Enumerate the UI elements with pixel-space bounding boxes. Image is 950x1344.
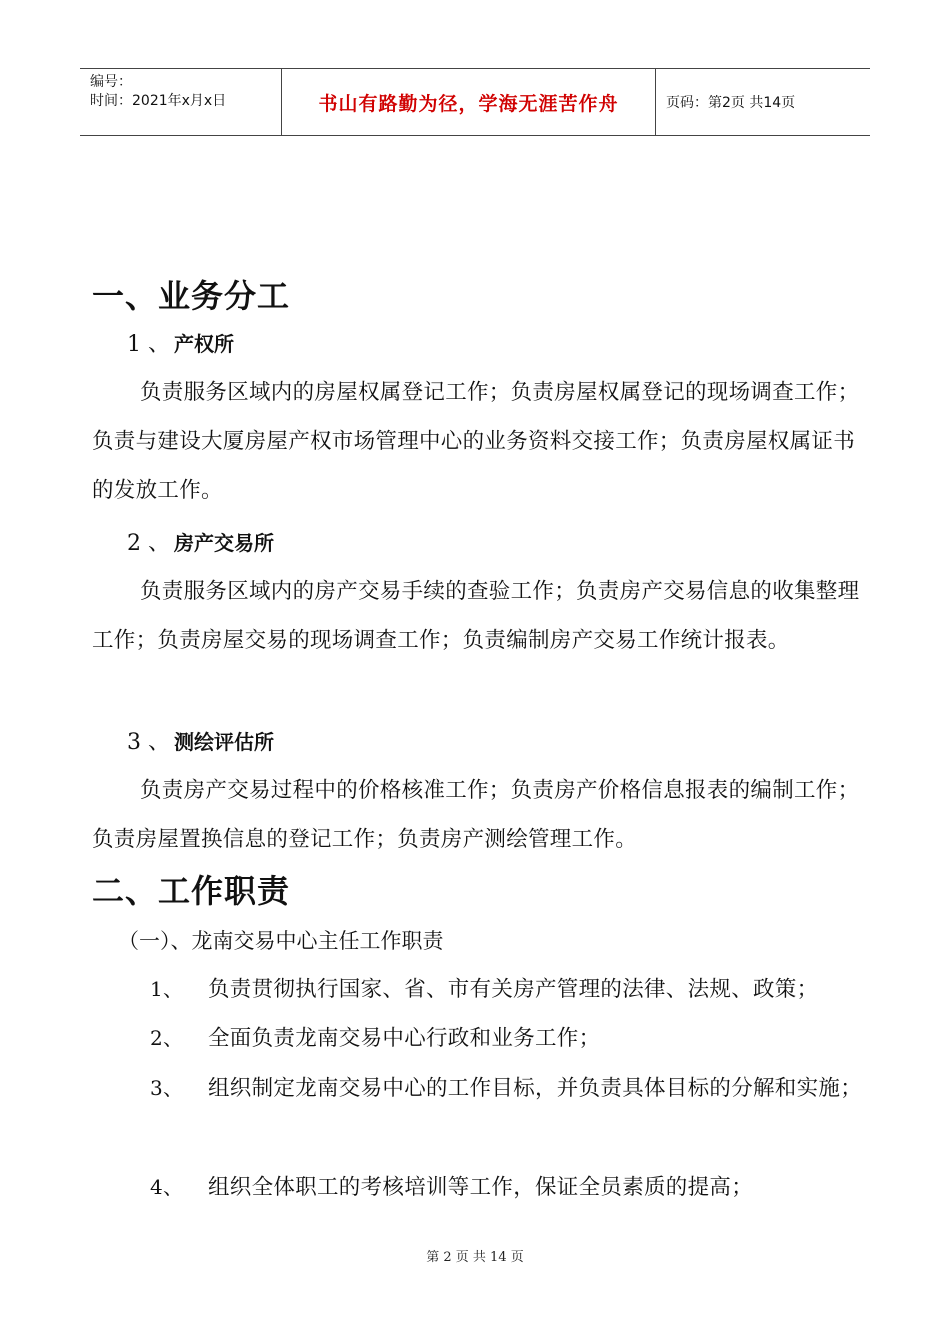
duty-item-num: 2、	[150, 1026, 184, 1050]
section1-title: 一、业务分工	[92, 277, 291, 315]
duty-item-num: 4、	[150, 1175, 184, 1199]
header-number-label: 编号：	[90, 74, 132, 90]
section1-item2-title: 房产交易所	[174, 531, 274, 555]
section1-item1-num: 1 、	[127, 332, 170, 357]
duty-item-num: 1、	[150, 977, 184, 1001]
section1-item2-heading	[127, 530, 274, 557]
duty-item-text: 全面负责龙南交易中心行政和业务工作；	[208, 1026, 601, 1051]
header-page-cell	[656, 69, 870, 135]
document-header	[80, 68, 870, 136]
header-meta	[80, 69, 282, 135]
section2-subsection-title: （一）、龙南交易中心主任工作职责	[118, 929, 444, 953]
section1-item1-heading	[127, 331, 234, 358]
duty-item	[150, 1163, 862, 1212]
section1-item3-num: 3 、	[127, 730, 170, 755]
section1-item3-text: 负责房产交易过程中的价格核准工作；负责房产价格信息报表的编制工作；负责房屋置换信息的登记工作；负责房产测绘管理工作。	[92, 778, 860, 852]
section1-item2-num: 2 、	[127, 531, 170, 556]
section2-title: 二、工作职责	[92, 872, 291, 910]
duty-item-text: 组织全体职工的考核培训等工作，保证全员素质的提高；	[208, 1175, 754, 1200]
section1-item2-text: 负责服务区域内的房产交易手续的查验工作；负责房产交易信息的收集整理工作；负责房屋交易的现场调查工作；负责编制房产交易工作统计报表。	[92, 579, 860, 653]
section1-item1-text: 负责服务区域内的房屋权属登记工作；负责房屋权属登记的现场调查工作；负责与建设大厦房屋产权市场管理中心的业务资料交接工作；负责房屋权属证书的发放工作。	[92, 380, 860, 503]
duty-item	[150, 1014, 862, 1063]
section1-item3-title: 测绘评估所	[174, 730, 274, 754]
page-footer: 第 2 页 共 14 页	[426, 1250, 524, 1265]
duty-item	[150, 965, 862, 1014]
header-motto-cell	[282, 69, 656, 135]
header-motto: 书山有路勤为径，学海无涯苦作舟	[318, 92, 619, 115]
duty-item-text: 组织制定龙南交易中心的工作目标，并负责具体目标的分解和实施；	[208, 1076, 863, 1101]
duty-item-text: 负责贯彻执行国家、省、市有关房产管理的法律、法规、政策；	[208, 977, 819, 1002]
header-date-label: 时间：2021年x月x日	[90, 93, 227, 109]
section1-item3-heading	[127, 729, 274, 756]
duty-item	[150, 1064, 862, 1113]
header-page-label: 页码：第2页 共14页	[666, 95, 796, 111]
duty-item-num: 3、	[150, 1076, 184, 1100]
section1-item1-title: 产权所	[174, 332, 234, 356]
